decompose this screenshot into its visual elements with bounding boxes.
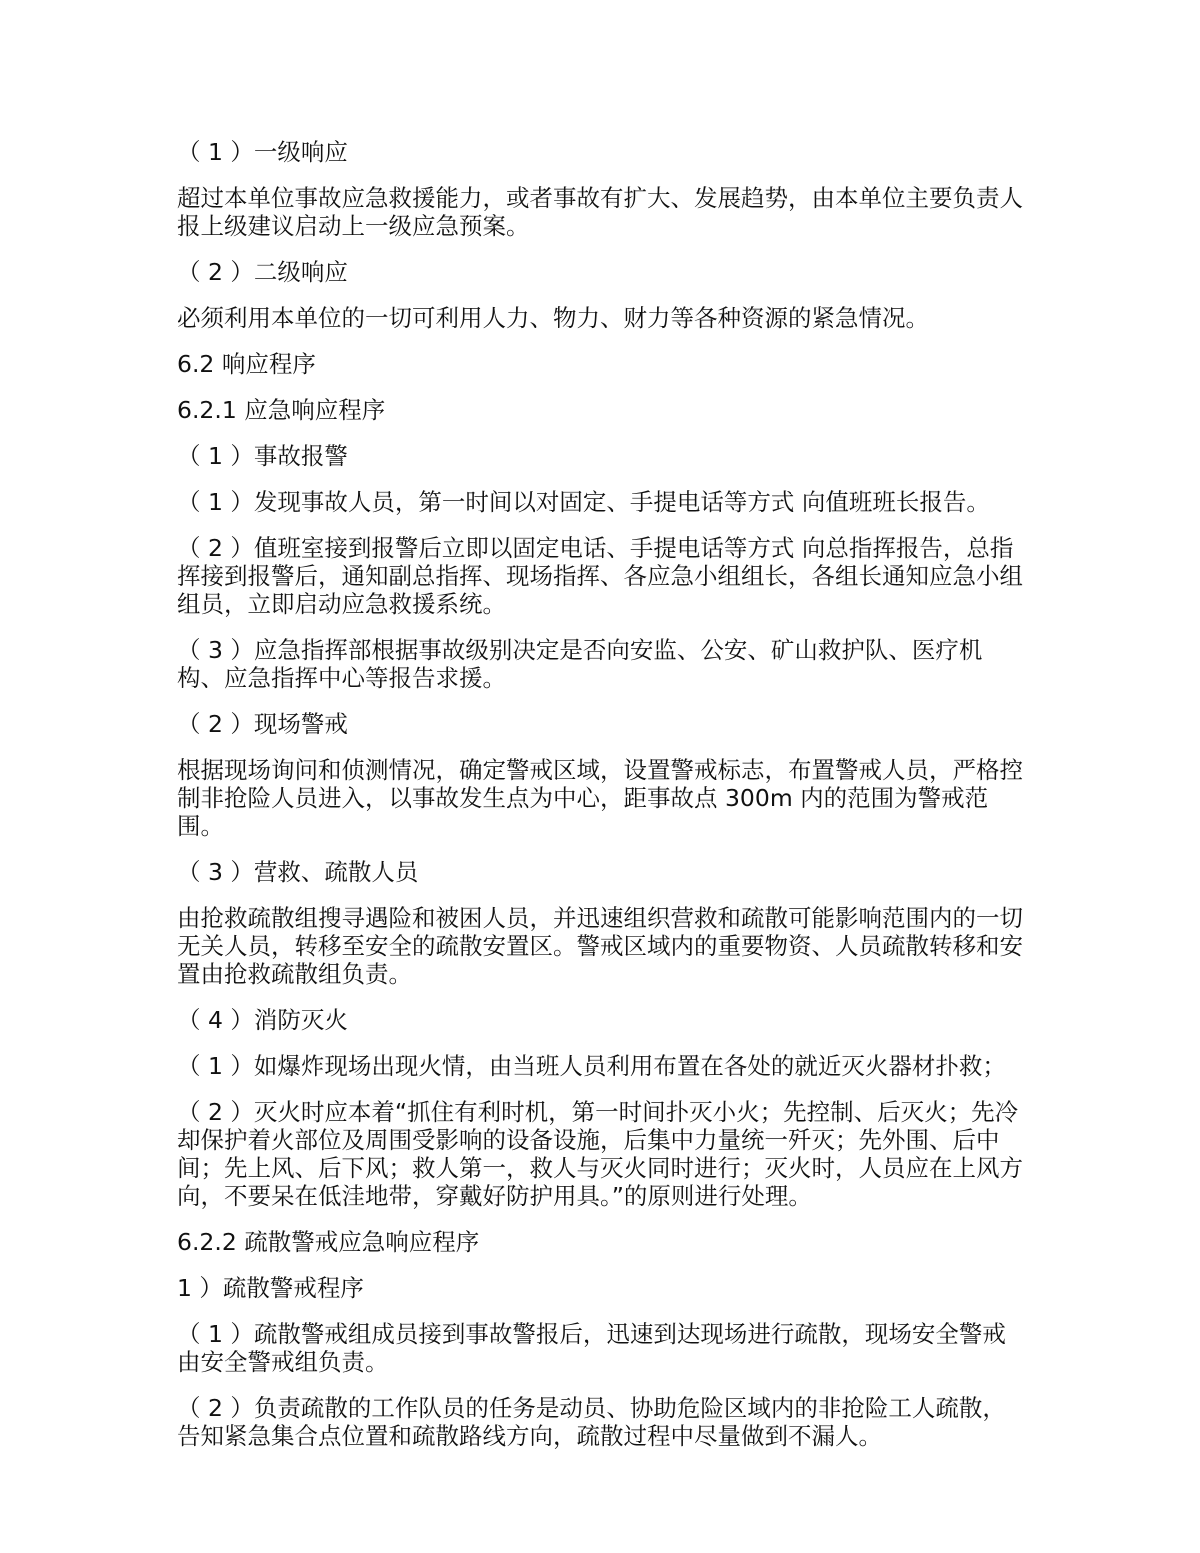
heading-rescue-evacuation: （ 3 ）营救、疏散人员 — [177, 858, 419, 886]
paragraph-alarm-step-3: （ 3 ）应急指挥部根据事故级别决定是否向安监、公安、矿山救护队、医疗机构、应急指挥中心等报告求援。 — [177, 636, 983, 692]
paragraph-evacuation-step-2: （ 2 ）负责疏散的工作队员的任务是动员、协助危险区域内的非抢险工人疏散，告知紧急集合点位置和疏散路线方向，疏散过程中尽量做到不漏人。 — [177, 1394, 1006, 1450]
paragraph-site-cordon: 根据现场询问和侦测情况，确定警戒区域，设置警戒标志，布置警戒人员，严格控制非抢险人员进入，以事故发生点为中心，距事故点 300m 内的范围为警戒范围。 — [177, 756, 1023, 840]
section-heading-6-2-1: 6.2.1 应急响应程序 — [177, 396, 386, 424]
paragraph-rescue-evacuation: 由抢救疏散组搜寻遇险和被困人员，并迅速组织营救和疏散可能影响范围内的一切无关人员，转移至安全的疏散安置区。警戒区域内的重要物资、人员疏散转移和安置由抢救疏散组负责。 — [177, 904, 1023, 988]
heading-level-one-response: （ 1 ）一级响应 — [177, 138, 348, 166]
heading-evacuation-cordon-procedure: 1 ）疏散警戒程序 — [177, 1274, 364, 1302]
heading-level-two-response: （ 2 ）二级响应 — [177, 258, 348, 286]
paragraph-level-one-description: 超过本单位事故应急救援能力，或者事故有扩大、发展趋势，由本单位主要负责人报上级建议启动上一级应急预案。 — [177, 184, 1023, 240]
document-body — [177, 138, 1027, 1468]
paragraph-alarm-step-2: （ 2 ）值班室接到报警后立即以固定电话、手提电话等方式 向总指挥报告，总指挥接到报警后，通知副总指挥、现场指挥、各应急小组组长，各组长通知应急小组组员，立即启动应急救援系统。 — [177, 534, 1023, 618]
section-heading-6-2: 6.2 响应程序 — [177, 350, 316, 378]
paragraph-alarm-step-1: （ 1 ）发现事故人员，第一时间以对固定、手提电话等方式 向值班班长报告。 — [177, 488, 990, 516]
paragraph-firefighting-step-2: （ 2 ）灭火时应本着“抓住有利时机，第一时间扑灭小火；先控制、后灭火；先冷却保护着火部位及周围受影响的设备设施，后集中力量统一歼灭；先外围、后中间；先上风、后下风；救人第一，救人与灭火同时进行；灭火时，人员应在上风方向，不要呆在低洼地带，穿戴好防护用具。”的原则进行处理。 — [177, 1098, 1023, 1210]
heading-firefighting: （ 4 ）消防灭火 — [177, 1006, 348, 1034]
heading-accident-alarm: （ 1 ）事故报警 — [177, 442, 348, 470]
heading-site-cordon: （ 2 ）现场警戒 — [177, 710, 348, 738]
paragraph-level-two-description: 必须利用本单位的一切可利用人力、物力、财力等各种资源的紧急情况。 — [177, 304, 929, 332]
section-heading-6-2-2: 6.2.2 疏散警戒应急响应程序 — [177, 1228, 480, 1256]
paragraph-firefighting-step-1: （ 1 ）如爆炸现场出现火情，由当班人员利用布置在各处的就近灭火器材扑救； — [177, 1052, 1006, 1080]
paragraph-evacuation-step-1: （ 1 ）疏散警戒组成员接到事故警报后，迅速到达现场进行疏散，现场安全警戒由安全警戒组负责。 — [177, 1320, 1006, 1376]
